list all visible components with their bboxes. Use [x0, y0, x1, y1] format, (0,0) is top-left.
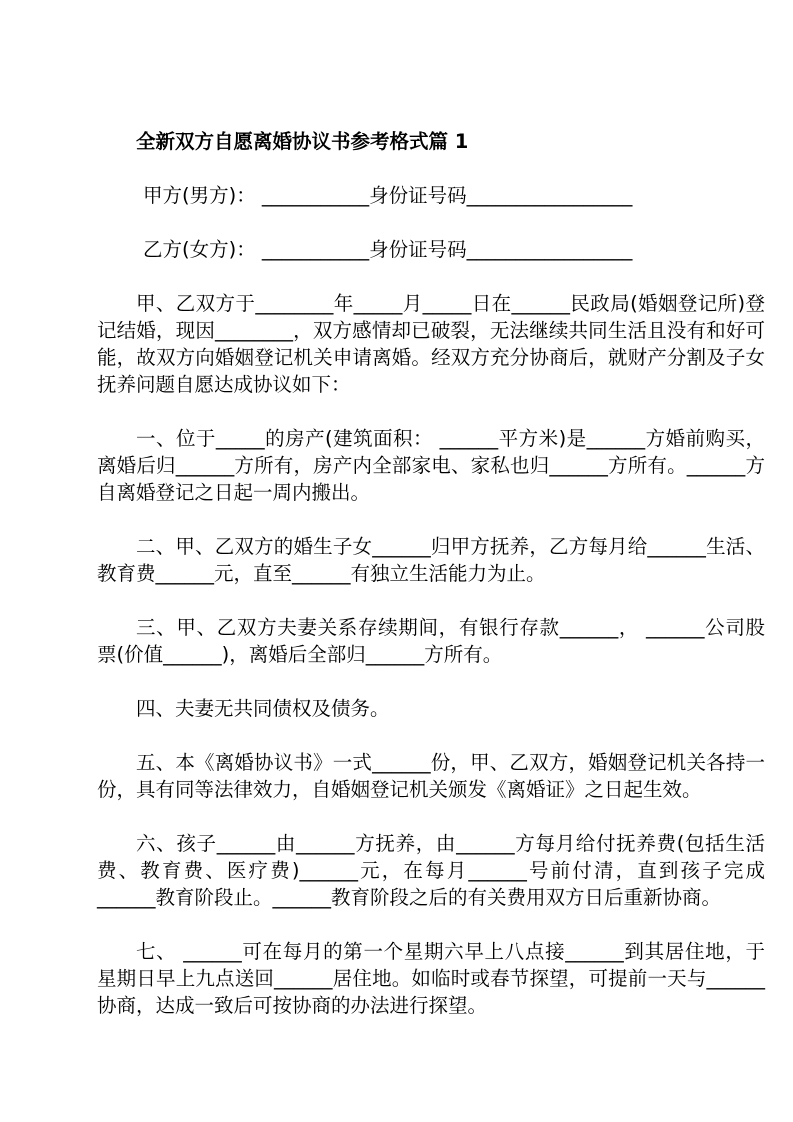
party-b-line: 乙方(女方)： ___________身份证号码_________________: [143, 238, 633, 261]
clause-7-visitation: 七、 ______可在每月的第一个星期六早上八点接______到其居住地，于星期日早上九点送回______居住地。如临时或春节探望，可提前一天与______协商，达成一致后可按协商的办法进行探望。: [97, 940, 765, 1017]
document-title: 全新双方自愿离婚协议书参考格式篇 1: [136, 130, 469, 153]
preamble-paragraph: 甲、乙双方于________年_____月_____日在______民政局(婚姻登记所)登记结婚，现因________，双方感情却已破裂，无法继续共同生活且没有和好可能，故双方向婚姻登记机关申请离婚。经双方充分协商后，就财产分割及子女抚养问题自愿达成协议如下：: [97, 292, 765, 396]
clause-1-property: 一、位于_____的房产(建筑面积： ______平方米)是______方婚前购买，离婚后归______方所有，房产内全部家电、家私也归______方所有。______方自离婚登记之日起一周内搬出。: [97, 427, 765, 504]
clause-6-child-support: 六、孩子______由______方抚养，由______方每月给付抚养费(包括生活费、教育费、医疗费)______元，在每月______号前付清，直到孩子完成______教育阶段止。______教育阶段之后的有关费用双方日后重新协商。: [97, 832, 765, 909]
clause-3-bank-deposits: 三、甲、乙双方夫妻关系存续期间，有银行存款______， ______公司股票(价值______)，离婚后全部归______方所有。: [97, 616, 765, 666]
clause-5-copies-effectiveness: 五、本《离婚协议书》一式______份，甲、乙双方，婚姻登记机关各持一份，具有同等法律效力，自婚姻登记机关颁发《离婚证》之日起生效。: [97, 751, 765, 801]
clause-2-child-custody: 二、甲、乙双方的婚生子女______归甲方抚养，乙方每月给______生活、教育费______元，直至______有独立生活能力为止。: [97, 535, 765, 585]
party-a-line: 甲方(男方)： ___________身份证号码_________________: [143, 184, 633, 207]
clause-4-debts: 四、夫妻无共同债权及债务。: [136, 697, 390, 720]
